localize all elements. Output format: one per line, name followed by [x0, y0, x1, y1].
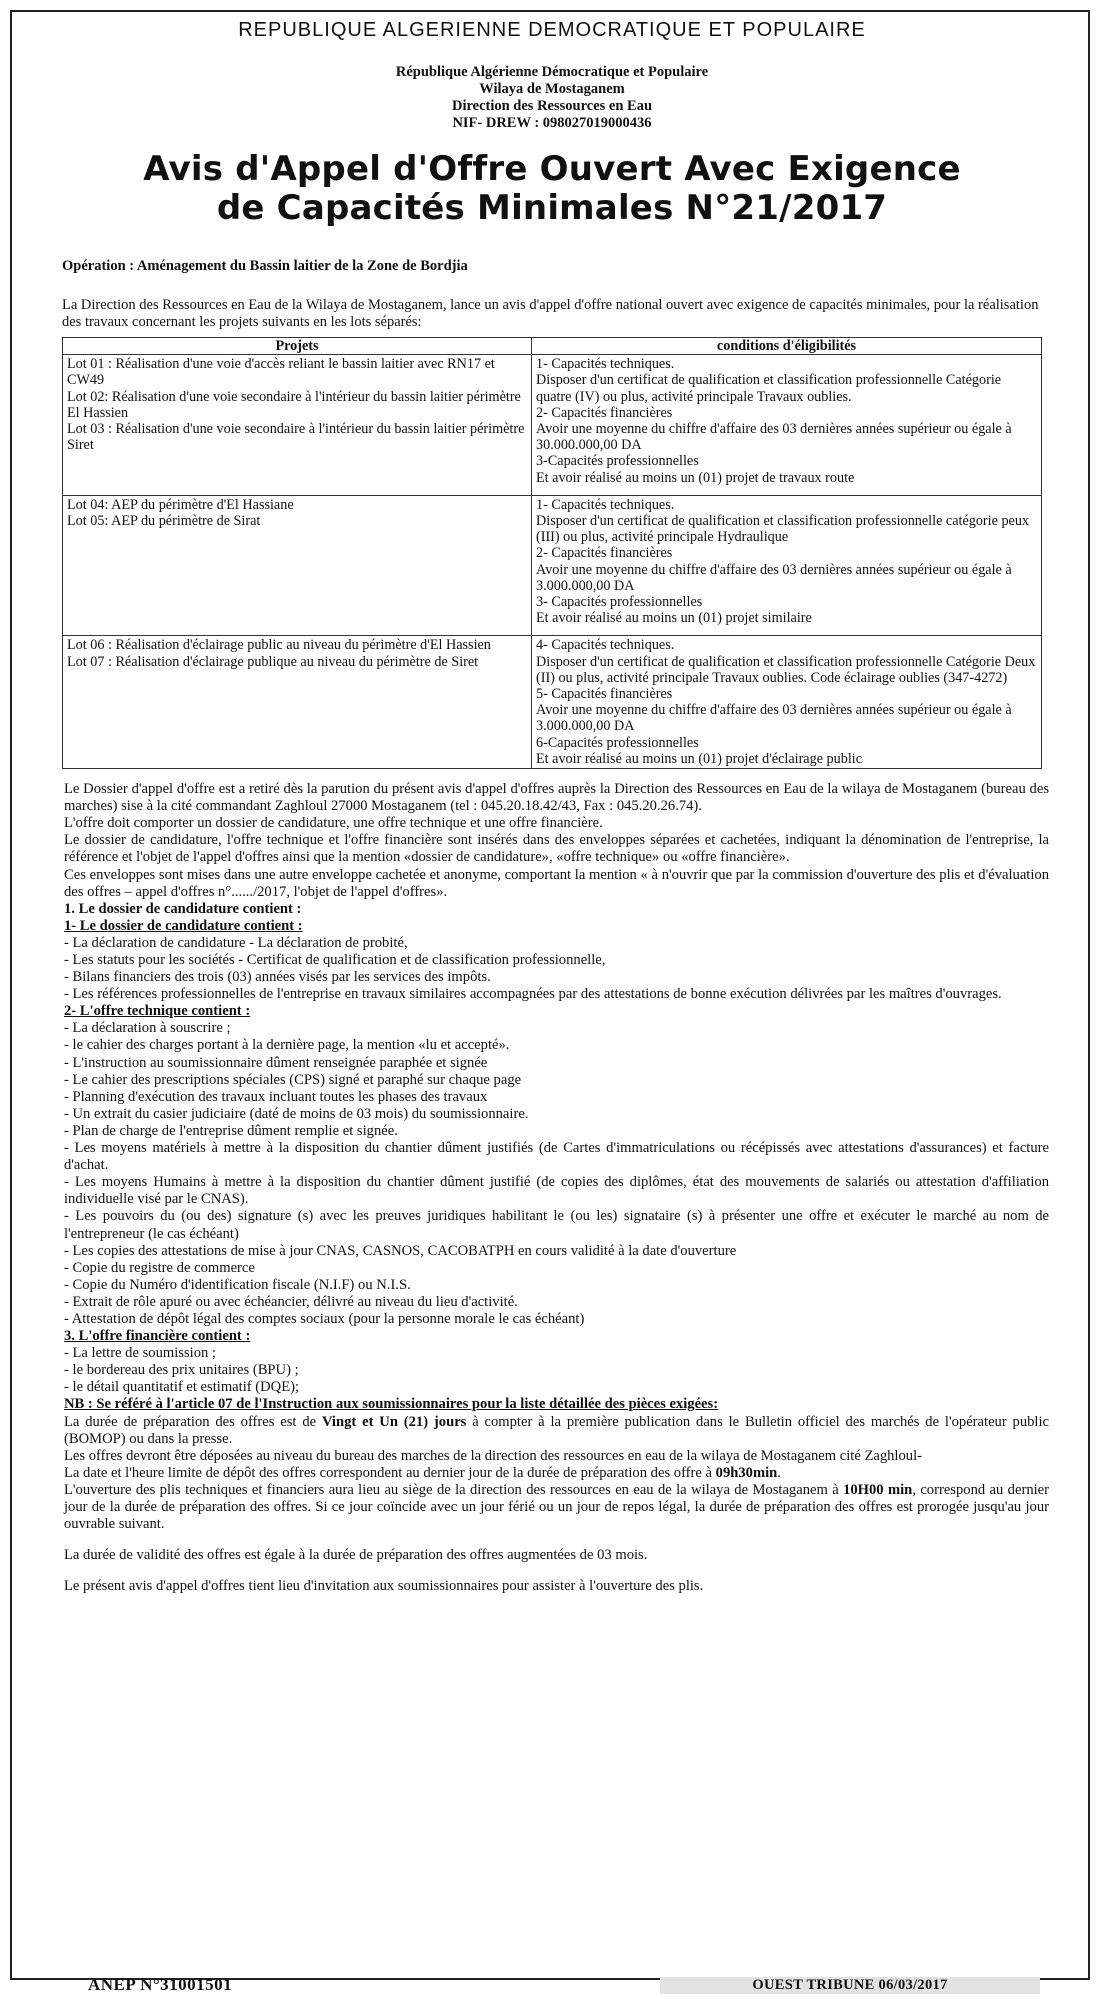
body-paragraph: Le présent avis d'appel d'offres tient lieu d'invitation aux soumissionnaires pour assister à l'ouverture des plis. — [64, 1578, 704, 1595]
body-paragraph — [64, 1482, 1049, 1533]
text-run: L'ouverture des plis techniques et financiers aura lieu au siège de la direction des ressources en eau de la wilaya de Mostaganem à — [64, 1481, 844, 1498]
lot-line: Lot 02: Réalisation d'une voie secondaire à l'intérieur du bassin laitier périmètre El Hassien — [67, 388, 521, 421]
condition-line: 3-Capacités professionnelles — [536, 453, 699, 470]
condition-line: 4- Capacités techniques. — [536, 637, 675, 654]
condition-line: Disposer d'un certificat de qualification et classification professionnelle catégorie peux (III) ou plus, activité principale Hydraulique — [536, 513, 1030, 546]
text-run: La durée de préparation des offres est de — [64, 1413, 322, 1430]
condition-line: 3- Capacités professionnelles — [536, 594, 703, 611]
projets-cell — [63, 495, 532, 636]
condition-line: 1- Capacités techniques. — [536, 496, 675, 513]
condition-line: 5- Capacités financières — [536, 686, 673, 703]
condition-line: Disposer d'un certificat de qualification et classification professionnelle Catégorie Deux (II) ou plus, activité principale Travaux oublies. Code éclairage oublies (347-4272) — [536, 653, 1036, 686]
intro-paragraph: La Direction des Ressources en Eau de la Wilaya de Mostaganem, lance un avis d'appel d'offre national ouvert avec exigence de capacités minimales, pour la réalisation des travaux concernant les projets suivants en les lots séparés: — [62, 297, 1039, 330]
body-paragraph: Le Dossier d'appel d'offre est a retiré dès la parution du présent avis d'appel d'offres auprès la Direction des Ressources en Eau de la wilaya de Mostaganem (bureau des marches) sise à la cité commandant Zaghloul 27000 Mostaganem (tel : 045.20.18.42/43, Fax : 045.20.26.74). — [64, 781, 1049, 815]
list-item: - La lettre de soumission ; — [64, 1345, 216, 1362]
list-item: - le détail quantitatif et estimatif (DQE); — [64, 1379, 300, 1396]
condition-line: Disposer d'un certificat de qualification et classification professionnelle Catégorie quatre (IV) ou plus, activité principale Travaux oublies. — [536, 372, 1002, 405]
issuer-line-2: Wilaya de Mostaganem — [479, 81, 625, 97]
notice-title-line-1: Avis d'Appel d'Offre Ouvert Avec Exigence — [143, 149, 961, 189]
condition-line: Et avoir réalisé au moins un (01) projet similaire — [536, 610, 812, 627]
condition-line: Avoir une moyenne du chiffre d'affaire des 03 dernières années supérieur ou égale à 3.000.000,00 DA — [536, 561, 1012, 594]
list-item: - Bilans financiers des trois (03) années visés par les services des impôts. — [64, 969, 491, 986]
text-run: , correspond au dernier jour de la durée de préparation des offres. Si ce jour coïncide avec un jour férié ou un jour de repos légal, la durée de préparation des offres est prorogée jusqu'au jour ouvrable suivant. — [64, 1481, 1050, 1533]
condition-line: Et avoir réalisé au moins un (01) projet de travaux route — [536, 469, 855, 486]
body-paragraph: L'offre doit comporter un dossier de candidature, une offre technique et une offre financière. — [64, 815, 603, 832]
anep-reference: ANEP N°31001501 — [88, 1975, 233, 1994]
body-paragraph: Le dossier de candidature, l'offre technique et l'offre financière sont insérés dans des enveloppes séparées et cachetées, indiquant la dénomination de l'entreprise, la référence et l'objet de l'appel d'offres ainsi que la mention «dossier de candidature», «offre technique» ou «offre financière». — [64, 832, 1049, 866]
body-paragraph — [64, 1465, 1049, 1482]
issuer-line-3: Direction des Ressources en Eau — [451, 98, 653, 114]
section-title-technique: 2- L'offre technique contient : — [64, 1003, 251, 1020]
issuer-line-1: République Algérienne Démocratique et Populaire — [395, 64, 709, 80]
conditions-cell — [532, 355, 1042, 496]
notice-frame — [10, 10, 1090, 1980]
list-item: - Extrait de rôle apuré ou avec échéancier, délivré au niveau du lieu d'activité. — [64, 1293, 518, 1310]
section-title-financiere: 3. L'offre financière contient : — [64, 1328, 251, 1345]
table-row — [63, 495, 1042, 636]
list-item: - Les statuts pour les sociétés - Certificat de qualification et de classification professionnelle, — [64, 952, 606, 969]
projets-cell — [63, 636, 532, 769]
deposit-time: 09h30min — [715, 1464, 778, 1481]
list-item: - Planning d'exécution des travaux incluant toutes les phases des travaux — [64, 1088, 488, 1105]
body-paragraph: Les offres devront être déposées au niveau du bureau des marches de la direction des ressources en eau de la wilaya de Mostaganem cité Zaghloul- — [64, 1447, 922, 1464]
col-header-conditions: conditions d'éligibilités — [532, 338, 1042, 355]
col-header-projets: Projets — [63, 338, 532, 355]
conditions-cell — [532, 636, 1042, 769]
condition-line: 6-Capacités professionnelles — [536, 734, 699, 751]
list-item: - La déclaration de candidature - La déclaration de probité, — [64, 934, 408, 951]
list-item: - Les références professionnelles de l'entreprise en travaux similaires accompagnées par des attestations de bonne exécution délivrées par les maîtres d'ouvrages. — [64, 986, 1002, 1003]
body-paragraph: La durée de validité des offres est égale à la durée de préparation des offres augmentées de 03 mois. — [64, 1547, 648, 1564]
nb-note: NB : Se référé à l'article 07 de l'Instruction aux soumissionnaires pour la liste détaillée des pièces exigées: — [64, 1396, 719, 1413]
body-paragraph — [64, 1414, 1049, 1448]
table-row — [63, 636, 1042, 769]
text-run: . — [777, 1464, 781, 1481]
list-item: - Attestation de dépôt légal des comptes sociaux (pour la personne morale le cas échéant) — [64, 1310, 585, 1327]
list-item: - Le cahier des prescriptions spéciales (CPS) signé et paraphé sur chaque page — [64, 1071, 522, 1088]
opening-time: 10H00 min — [843, 1481, 913, 1498]
issuer-nif: NIF- DREW : 098027019000436 — [452, 115, 652, 131]
list-item: - Copie du registre de commerce — [64, 1259, 255, 1276]
list-item: - Les moyens Humains à mettre à la disposition du chantier dûment justifié (de copies des diplômes, état des mouvements de salariés ou attestation d'affiliation individuelle visé par le CNAS). — [64, 1174, 1049, 1208]
lot-line: Lot 04: AEP du périmètre d'El Hassiane — [67, 496, 294, 513]
issuer-header — [32, 64, 1072, 132]
list-item: - Plan de charge de l'entreprise dûment remplie et signée. — [64, 1122, 398, 1139]
lot-line: Lot 06 : Réalisation d'éclairage public au niveau du périmètre d'El Hassien — [67, 637, 491, 654]
condition-line: 2- Capacités financières — [536, 404, 673, 421]
list-item: - le cahier des charges portant à la dernière page, la mention «lu et accepté». — [64, 1037, 510, 1054]
list-item: - Les pouvoirs du (ou des) signature (s) avec les preuves juridiques habilitant le (ou les) signataire (s) à présenter une offre et exécuter le marché au nom de l'entrepreneur (le cas échéant) — [64, 1208, 1049, 1242]
list-item: - le bordereau des prix unitaires (BPU) ; — [64, 1362, 299, 1379]
notice-title-line-2: de Capacités Minimales N°21/2017 — [216, 188, 888, 228]
operation-line: Opération : Aménagement du Bassin laitier de la Zone de Bordjia — [62, 258, 468, 274]
text-run: La date et l'heure limite de dépôt des offres correspondent au dernier jour de la durée de préparation des offre à — [64, 1464, 716, 1481]
lots-table — [62, 337, 1042, 769]
condition-line: Avoir une moyenne du chiffre d'affaire des 03 dernières années supérieur ou égale à 3.000.000,00 DA — [536, 702, 1012, 735]
conditions-cell — [532, 495, 1042, 636]
newspaper-reference: OUEST TRIBUNE 06/03/2017 — [660, 1977, 1040, 1994]
list-item: - Les moyens matériels à mettre à la disposition du chantier dûment justifiés (de Cartes d'immatriculations ou récépissés avec attestations d'assurances) et facture d'achat. — [64, 1140, 1049, 1174]
lot-line: Lot 07 : Réalisation d'éclairage publique au niveau du périmètre de Siret — [67, 653, 479, 670]
list-item: - Un extrait du casier judiciaire (daté de moins de 03 mois) du soumissionnaire. — [64, 1105, 529, 1122]
table-row — [63, 355, 1042, 496]
condition-line: 1- Capacités techniques. — [536, 356, 675, 373]
projets-cell — [63, 355, 532, 496]
list-item: - Les copies des attestations de mise à jour CNAS, CASNOS, CACOBATPH en cours validité à la date d'ouverture — [64, 1242, 737, 1259]
condition-line: Et avoir réalisé au moins un (01) projet d'éclairage public — [536, 750, 862, 767]
condition-line: Avoir une moyenne du chiffre d'affaire des 03 dernières années supérieur ou égale à 30.000.000,00 DA — [536, 421, 1012, 454]
notice-title — [32, 150, 1072, 228]
list-item: - La déclaration à souscrire ; — [64, 1020, 231, 1037]
notice-content — [32, 17, 1072, 1595]
list-item: - Copie du Numéro d'identification fiscale (N.I.F) ou N.I.S. — [64, 1276, 411, 1293]
list-item: - L'instruction au soumissionnaire dûment renseignée paraphée et signée — [64, 1054, 488, 1071]
section-title-candidature: 1. Le dossier de candidature contient : — [64, 900, 302, 917]
preparation-duration: Vingt et Un (21) jours — [321, 1413, 467, 1430]
lot-line: Lot 05: AEP du périmètre de Sirat — [67, 513, 261, 530]
body-paragraph: Ces enveloppes sont mises dans une autre enveloppe cachetée et anonyme, comportant la mention « à n'ouvrir que par la commission d'ouverture des plis et d'évaluation des offres – appel d'offres n°....../2017, l'objet de l'appel d'offres». — [64, 866, 1049, 900]
lot-line: Lot 01 : Réalisation d'une voie d'accès reliant le bassin laitier avec RN17 et CW49 — [67, 356, 495, 389]
lot-line: Lot 03 : Réalisation d'une voie secondaire à l'intérieur du bassin laitier périmètre Siret — [67, 421, 525, 454]
subsection-title-candidature: 1- Le dossier de candidature contient : — [64, 917, 303, 934]
notice-body — [64, 781, 1049, 1595]
text-run: à compter à la première publication dans le Bulletin officiel des marchés de l'opérateur public (BOMOP) ou dans la presse. — [64, 1413, 1050, 1447]
republic-banner: REPUBLIQUE ALGERIENNE DEMOCRATIQUE ET POPULAIRE — [238, 19, 866, 41]
condition-line: 2- Capacités financières — [536, 545, 673, 562]
